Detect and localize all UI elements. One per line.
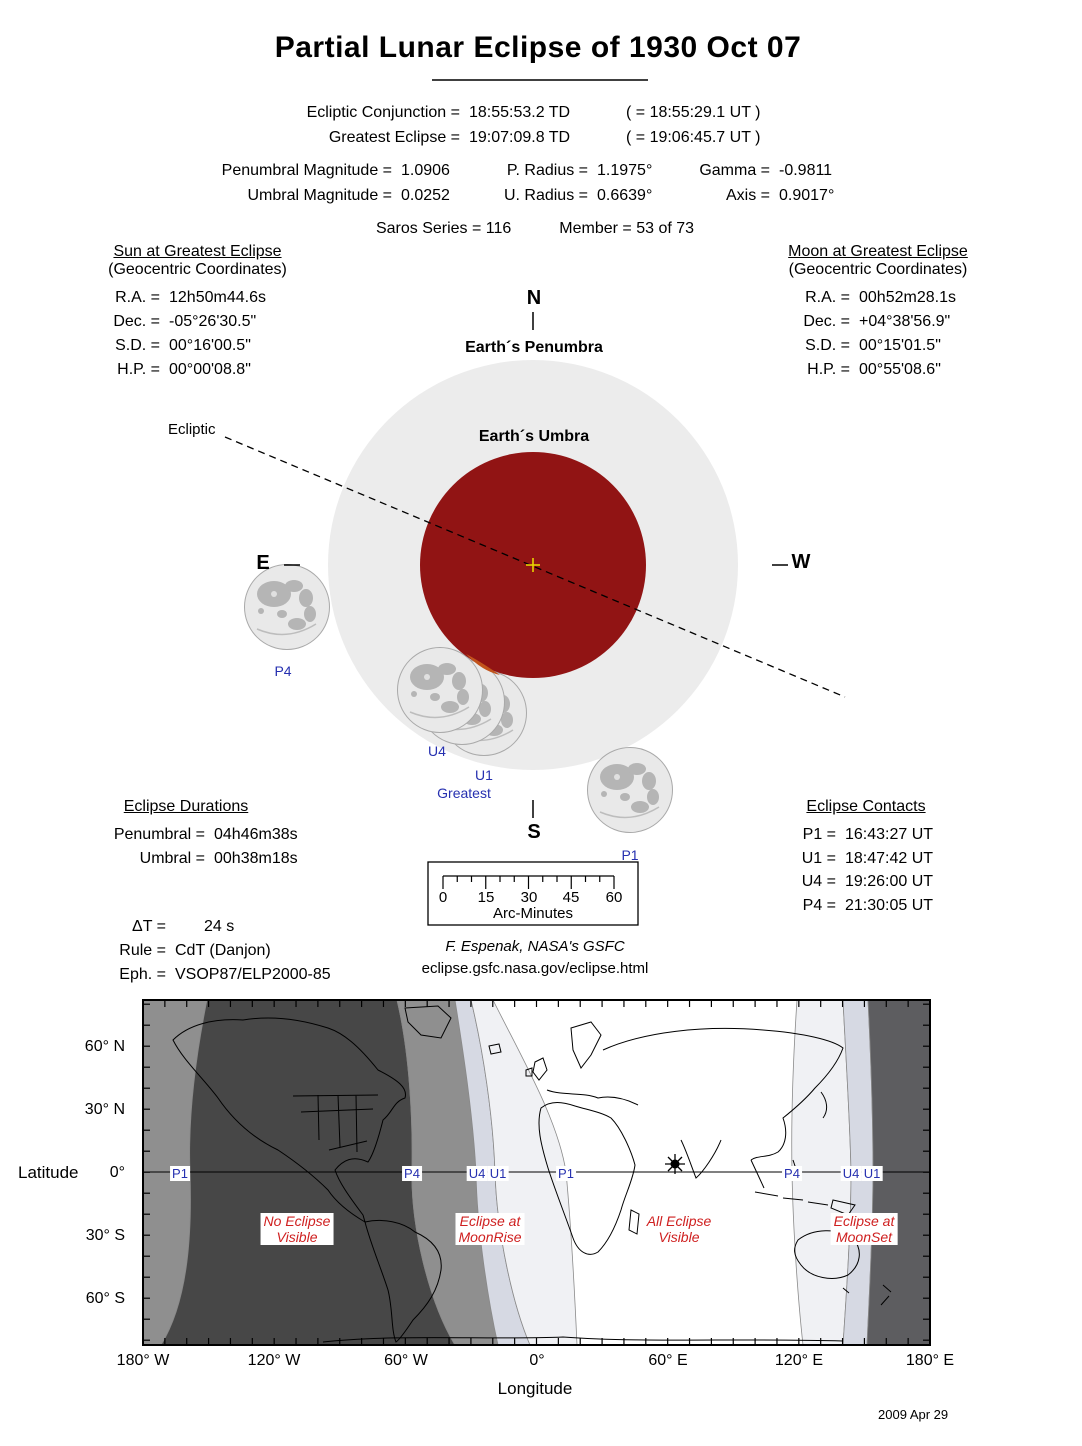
ecliptic-label: Ecliptic bbox=[168, 421, 216, 438]
durations-title: Eclipse Durations bbox=[123, 798, 249, 815]
umb-mag-value: 0.0252 bbox=[401, 187, 450, 204]
credit-url: eclipse.gsfc.nasa.gov/eclipse.html bbox=[421, 960, 649, 977]
contacts-title: Eclipse Contacts bbox=[806, 798, 926, 815]
sublunar-star-icon bbox=[665, 1154, 685, 1174]
contact-time-u4-value: 19:26:00 UT bbox=[845, 873, 934, 890]
map-curve-u1-set: U1 bbox=[489, 1166, 507, 1181]
moon-block bbox=[768, 243, 988, 279]
moon-hp-label: H.P. = bbox=[807, 361, 850, 378]
sun-sd-label: S.D. = bbox=[115, 337, 160, 354]
lon-60w-label: 60° W bbox=[384, 1352, 428, 1369]
map-curve-p1-set: P1 bbox=[172, 1166, 188, 1181]
p-radius-row bbox=[498, 162, 652, 180]
region-moonrise bbox=[455, 1213, 524, 1245]
saros-row bbox=[376, 220, 694, 238]
west-label: W bbox=[791, 551, 811, 573]
region-moonset-line1: Eclipse at bbox=[833, 1213, 895, 1229]
pen-mag-value: 1.0906 bbox=[401, 162, 450, 179]
umbra-label: Earth´s Umbra bbox=[478, 428, 590, 445]
visibility-map bbox=[143, 1000, 930, 1345]
greatest-ut: ( = 19:06:45.7 UT ) bbox=[626, 129, 761, 146]
lat-0-label: 0° bbox=[109, 1164, 125, 1181]
u-radius-row bbox=[498, 187, 652, 205]
sun-hp-value: 00°00'08.8" bbox=[169, 361, 251, 378]
delta-t-value: 24 s bbox=[204, 918, 235, 935]
sun-block-subtitle: (Geocentric Coordinates) bbox=[108, 261, 287, 278]
sun-ra-value: 12h50m44.6s bbox=[169, 289, 266, 306]
contact-p4-label: P4 bbox=[274, 663, 292, 679]
sun-ra-label: R.A. = bbox=[115, 289, 160, 306]
sun-block-rows bbox=[90, 289, 266, 385]
contact-time-p4-value: 21:30:05 UT bbox=[845, 896, 934, 914]
saros-member: Member = 53 of 73 bbox=[559, 220, 695, 237]
contact-time-p1-label: P1 = bbox=[802, 826, 836, 843]
axis-row bbox=[692, 187, 834, 205]
umbral-duration-label: Umbral = bbox=[139, 850, 205, 867]
moon-hp-value: 00°55'08.6" bbox=[859, 361, 941, 378]
moon-sd-value: 00°15'01.5" bbox=[859, 337, 941, 354]
conjunction-label: Ecliptic Conjunction = bbox=[306, 104, 460, 121]
p-radius-value: 1.1975° bbox=[597, 162, 653, 179]
sun-block bbox=[90, 243, 305, 279]
moon-block-subtitle: (Geocentric Coordinates) bbox=[788, 261, 968, 278]
map-curve-u4-rise: U4 bbox=[842, 1166, 860, 1181]
contacts-rows bbox=[790, 826, 933, 920]
latitude-axis-label: Latitude bbox=[18, 1163, 79, 1182]
greatest-value: 19:07:09.8 TD bbox=[469, 129, 571, 146]
contact-time-p1-value: 16:43:27 UT bbox=[845, 826, 934, 843]
moon-u4 bbox=[398, 648, 483, 733]
moon-dec-value: +04°38'56.9" bbox=[859, 313, 951, 330]
lat-60s-label: 60° S bbox=[85, 1290, 125, 1307]
pen-mag-label: Penumbral Magnitude = bbox=[221, 162, 392, 179]
page-title: Partial Lunar Eclipse of 1930 Oct 07 bbox=[274, 31, 802, 64]
conjunction-ut: ( = 18:55:29.1 UT ) bbox=[626, 104, 761, 121]
north-label: N bbox=[526, 287, 542, 309]
scale-tick-60: 60 bbox=[605, 889, 623, 906]
region-all-eclipse-line2: Visible bbox=[658, 1229, 700, 1245]
umbral-magnitude-row bbox=[180, 187, 450, 205]
conjunction-value: 18:55:53.2 TD bbox=[469, 104, 571, 121]
region-all-eclipse-line1: All Eclipse bbox=[646, 1213, 712, 1229]
axis-value: 0.9017° bbox=[779, 187, 835, 204]
umbral-duration-value: 00h38m18s bbox=[214, 850, 298, 867]
region-no-eclipse-line2: Visible bbox=[276, 1229, 318, 1245]
scale-tick-0: 0 bbox=[438, 889, 448, 906]
ephemeris-value: VSOP87/ELP2000-85 bbox=[175, 966, 331, 983]
durations-rows bbox=[95, 826, 298, 874]
shadow-diagram bbox=[225, 312, 845, 833]
penumbral-magnitude-row bbox=[180, 162, 450, 180]
scale-tick-15: 15 bbox=[477, 889, 495, 906]
sun-dec-label: Dec. = bbox=[113, 313, 160, 330]
scale-tick-45: 45 bbox=[562, 889, 580, 906]
sun-sd-value: 00°16'00.5" bbox=[169, 337, 251, 354]
region-moonrise-line2: MoonRise bbox=[458, 1229, 522, 1245]
lon-0-label: 0° bbox=[529, 1352, 545, 1369]
rule-value: CdT (Danjon) bbox=[175, 942, 271, 959]
moon-sd-label: S.D. = bbox=[805, 337, 850, 354]
p-radius-label: P. Radius = bbox=[506, 162, 588, 179]
saros-series: Saros Series = 116 bbox=[375, 220, 512, 237]
map-curve-p4-rise: P4 bbox=[784, 1166, 800, 1181]
greatest-eclipse-row bbox=[285, 129, 760, 147]
moon-ra-value: 00h52m28.1s bbox=[859, 289, 956, 306]
longitude-axis-label: Longitude bbox=[497, 1379, 573, 1398]
region-moonrise-line1: Eclipse at bbox=[459, 1213, 521, 1229]
moon-block-rows bbox=[772, 289, 956, 385]
lon-60e-label: 60° E bbox=[648, 1352, 688, 1369]
gamma-label: Gamma = bbox=[699, 162, 770, 179]
region-moonset bbox=[831, 1213, 898, 1245]
moon-dec-label: Dec. = bbox=[803, 313, 850, 330]
scale-tick-30: 30 bbox=[520, 889, 538, 906]
lon-120e-label: 120° E bbox=[774, 1352, 824, 1369]
contact-time-u4-label: U4 = bbox=[801, 873, 836, 890]
gamma-value: -0.9811 bbox=[779, 162, 833, 179]
lon-180e-label: 180° E bbox=[905, 1352, 955, 1369]
scale-label: Arc-Minutes bbox=[492, 905, 574, 922]
penumbra-label: Earth´s Penumbra bbox=[465, 339, 603, 356]
lon-180w-label: 180° W bbox=[116, 1352, 170, 1369]
map-curve-u1-rise: U1 bbox=[863, 1166, 881, 1181]
south-label: S bbox=[527, 821, 541, 843]
map-curve-p4-set: P4 bbox=[404, 1166, 420, 1181]
delta-t-label: ΔT = bbox=[132, 918, 166, 935]
map-curve-u4-set: U4 bbox=[468, 1166, 486, 1181]
penumbral-duration-value: 04h46m38s bbox=[214, 826, 298, 843]
region-no-eclipse-line1: No Eclipse bbox=[263, 1213, 331, 1229]
moon-p1 bbox=[588, 748, 673, 833]
contact-time-u1-value: 18:47:42 UT bbox=[845, 849, 934, 867]
u-radius-label: U. Radius = bbox=[503, 187, 588, 204]
east-label: E bbox=[256, 552, 270, 574]
map-curve-p1-rise: P1 bbox=[558, 1166, 574, 1181]
greatest-label: Greatest Eclipse = bbox=[328, 129, 460, 146]
moon-p4 bbox=[245, 565, 330, 650]
lat-30s-label: 30° S bbox=[85, 1227, 125, 1244]
contact-u4-label: U4 bbox=[428, 743, 446, 759]
axis-label: Axis = bbox=[725, 187, 770, 204]
sun-hp-label: H.P. = bbox=[117, 361, 160, 378]
lat-30n-label: 30° N bbox=[84, 1101, 125, 1118]
penumbral-duration-label: Penumbral = bbox=[113, 826, 205, 843]
contact-time-u1-label: U1 = bbox=[801, 849, 836, 867]
gamma-row bbox=[692, 162, 832, 180]
moon-ra-label: R.A. = bbox=[805, 289, 850, 306]
moon-block-title: Moon at Greatest Eclipse bbox=[788, 243, 968, 260]
lon-120w-label: 120° W bbox=[247, 1352, 301, 1369]
params-block bbox=[115, 918, 331, 990]
plot-date: 2009 Apr 29 bbox=[878, 1407, 949, 1422]
credit-author: F. Espenak, NASA's GSFC bbox=[445, 938, 625, 955]
ephemeris-label: Eph. = bbox=[119, 966, 166, 983]
contact-greatest-label: Greatest bbox=[437, 785, 491, 801]
contact-time-p4-label: P4 = bbox=[802, 896, 836, 914]
conjunction-row bbox=[285, 104, 760, 122]
rule-label: Rule = bbox=[119, 942, 166, 959]
contact-p1-label: P1 bbox=[621, 847, 639, 863]
sun-block-title: Sun at Greatest Eclipse bbox=[113, 243, 282, 260]
region-moonset-line2: MoonSet bbox=[835, 1229, 893, 1245]
umb-mag-label: Umbral Magnitude = bbox=[247, 187, 392, 204]
region-all-eclipse bbox=[644, 1213, 715, 1245]
u-radius-value: 0.6639° bbox=[597, 187, 653, 204]
lat-60n-label: 60° N bbox=[84, 1038, 125, 1055]
region-no-eclipse bbox=[261, 1213, 334, 1245]
sun-dec-value: -05°26'30.5" bbox=[169, 313, 257, 330]
contact-u1-label: U1 bbox=[475, 767, 493, 783]
